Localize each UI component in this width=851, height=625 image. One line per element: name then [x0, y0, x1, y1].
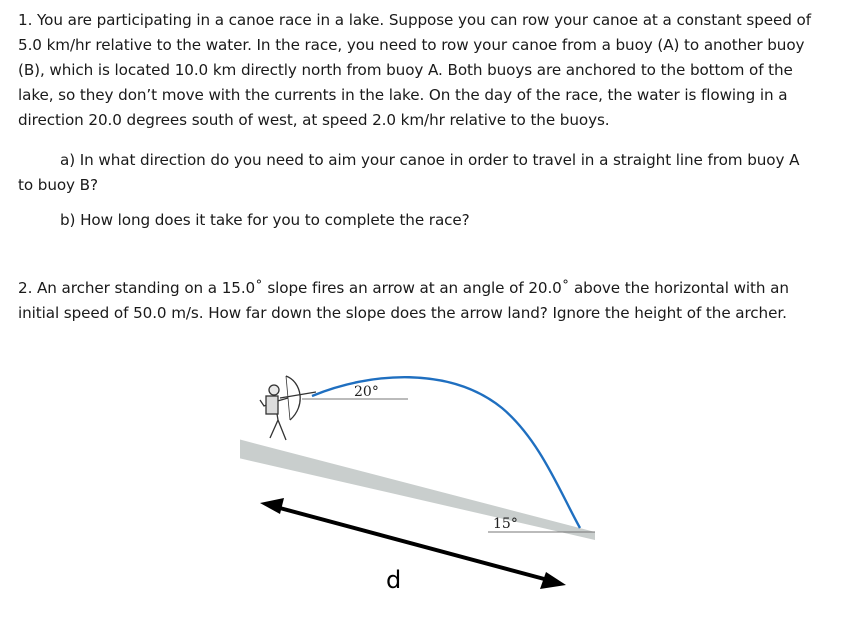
archer-slope-figure	[240, 362, 600, 602]
archer-figure	[260, 376, 316, 440]
launch-angle-label: 20°	[354, 384, 379, 400]
problem-1-text: 1. You are participating in a canoe race in a lake. Suppose you can row your canoe at a constant speed of 5.0 km/hr relative to the water. In the race, you need to row your canoe from a buoy (A) to another buoy (B), which is located 10.0 km directly north from buoy A. Both buoys are anchored to the bottom of the lake, so they don’t move with the currents in the lake. On the day of the race, the water is flowing in a direction 20.0 degrees south of west, at speed 2.0 km/hr relative to the buoys.	[18, 11, 811, 129]
problem-1-part-b: b) How long does it take for you to complete the race?	[60, 211, 470, 229]
distance-arrowhead-left	[260, 498, 284, 514]
distance-arrowhead-right	[540, 572, 566, 589]
slope-angle-label: 15°	[493, 516, 518, 532]
problem-1-part-a: a) In what direction do you need to aim your canoe in order to travel in a straight line from buoy A to buoy B?	[18, 151, 800, 194]
distance-label: d	[386, 566, 402, 594]
problem-2-text: 2. An archer standing on a 15.0˚ slope fires an arrow at an angle of 20.0˚ above the horizontal with an initial speed of 50.0 m/s. How far down the slope does the arrow land? Ignore the height of the archer.	[18, 279, 789, 322]
slope-surface	[240, 438, 595, 540]
